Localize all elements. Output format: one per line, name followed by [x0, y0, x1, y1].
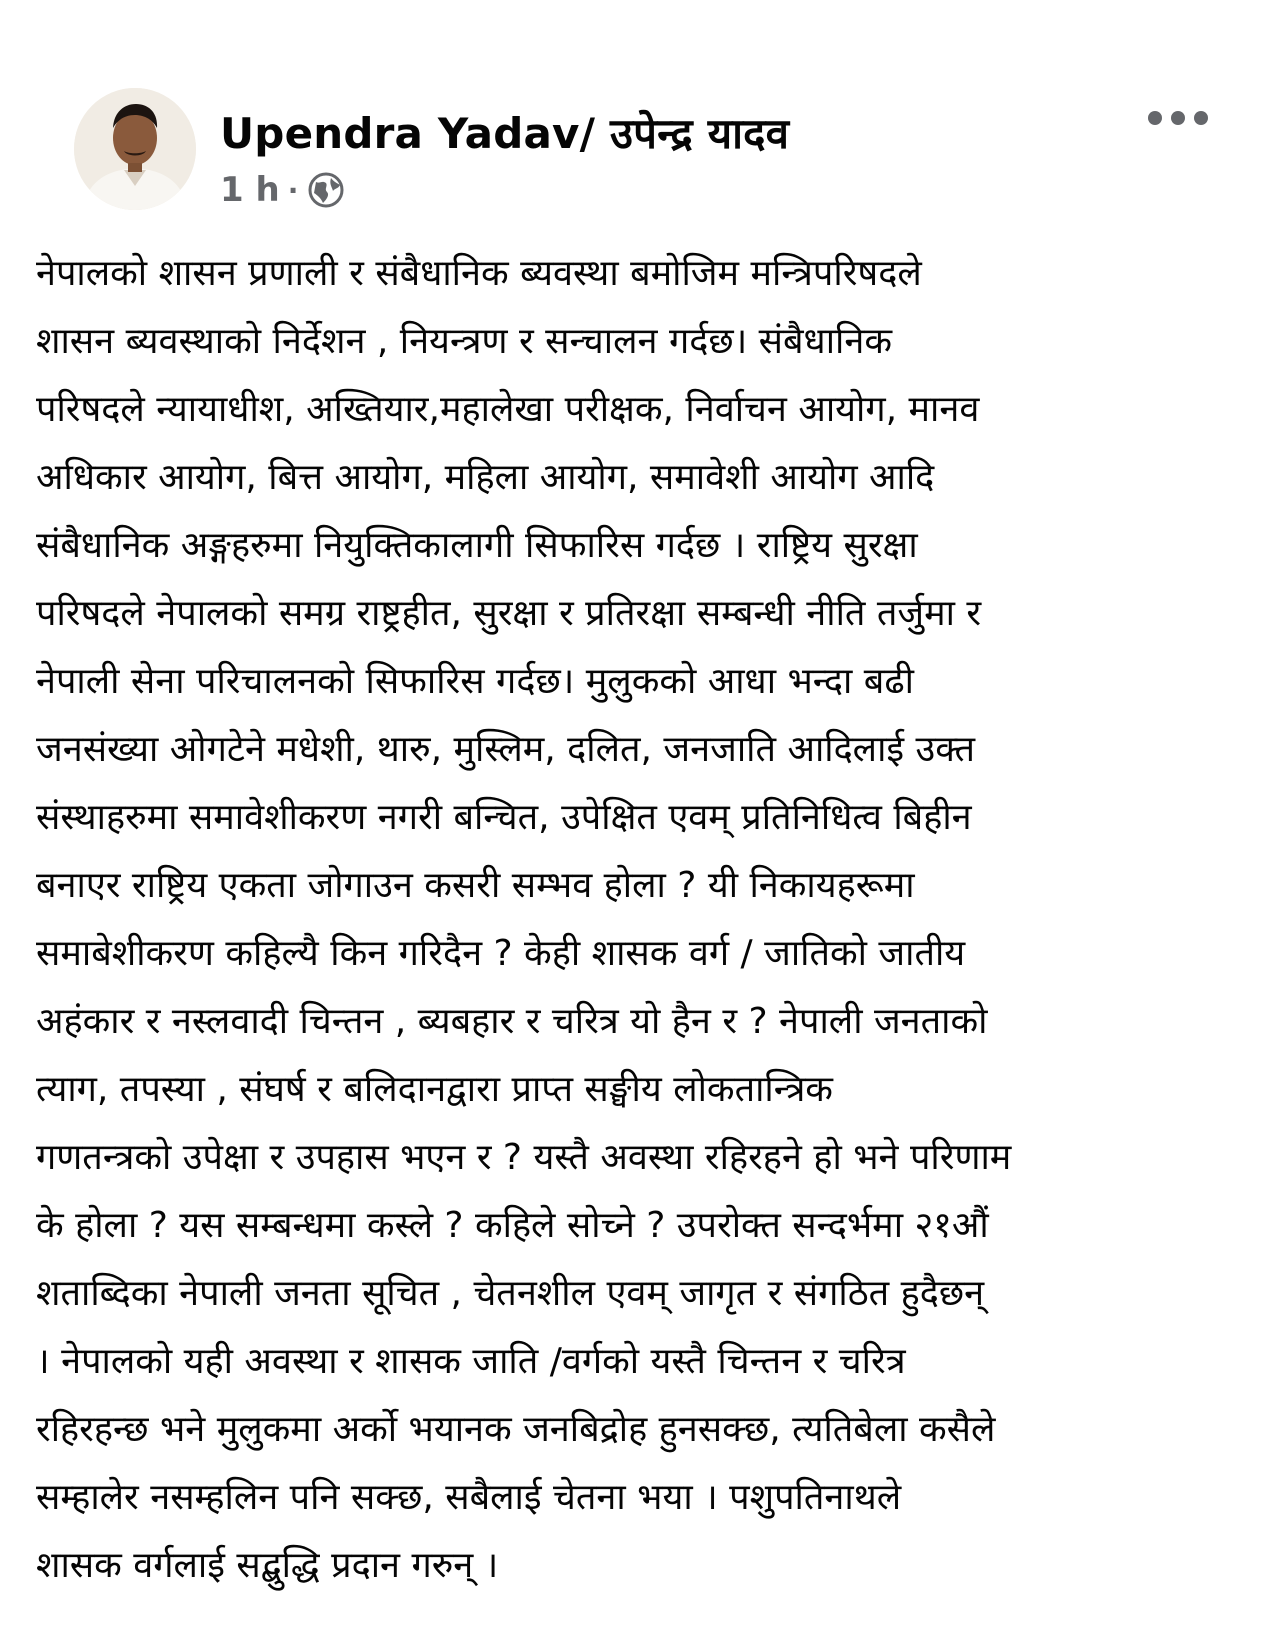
- post-body-line: समाबेशीकरण कहिल्यै किन गरिदैन ? केही शासक वर्ग / जातिको जातीय: [36, 933, 966, 974]
- post-body-line: गणतन्त्रको उपेक्षा र उपहास भएन र ? यस्तै अवस्था रहिरहने हो भने परिणाम: [36, 1137, 1012, 1178]
- post-body-line: त्याग, तपस्या , संघर्ष र बलिदानद्वारा प्राप्त सङ्घीय लोकतान्त्रिक: [36, 1069, 833, 1110]
- more-horizontal-icon: [1194, 111, 1208, 125]
- globe-icon[interactable]: [306, 170, 346, 210]
- post-body-line: शताब्दिका नेपाली जनता सूचित , चेतनशील एवम् जागृत र संगठित हुदैछन्: [36, 1273, 985, 1314]
- post-body-line: नेपाली सेना परिचालनको सिफारिस गर्दछ। मुलुकको आधा भन्दा बढी: [36, 661, 914, 702]
- meta-separator: ·: [287, 173, 299, 207]
- more-options-button[interactable]: [1148, 100, 1208, 136]
- post-meta: [220, 170, 346, 210]
- post-body-line: शासन ब्यवस्थाको निर्देशन , नियन्त्रण र सन्चालन गर्दछ। संबैधानिक: [36, 321, 892, 362]
- post-body-line: जनसंख्या ओगटेने मधेशी, थारु, मुस्लिम, दलित, जनजाति आदिलाई उक्त: [36, 729, 976, 770]
- post-body-line: के होला ? यस सम्बन्धमा कस्ले ? कहिले सोच्ने ? उपरोक्त सन्दर्भमा २१औं: [36, 1205, 989, 1246]
- post-body: [36, 240, 1251, 1600]
- post-body-line: अहंकार र नस्लवादी चिन्तन , ब्यबहार र चरित्र यो हैन र ? नेपाली जनताको: [36, 1001, 988, 1042]
- post-header: [38, 0, 1246, 230]
- more-horizontal-icon: [1148, 111, 1162, 125]
- post-body-line: अधिकार आयोग, बित्त आयोग, महिला आयोग, समावेशी आयोग आदि: [36, 457, 935, 498]
- author-name[interactable]: Upendra Yadav/ उपेन्द्र यादव: [220, 109, 790, 158]
- author-avatar[interactable]: [74, 88, 196, 210]
- post-body-line: नेपालको शासन प्रणाली र संबैधानिक ब्यवस्था बमोजिम मन्त्रिपरिषदले: [36, 253, 922, 294]
- post-body-line: संबैधानिक अङ्गहरुमा नियुक्तिकालागी सिफारिस गर्दछ । राष्ट्रिय सुरक्षा: [36, 525, 918, 566]
- post-body-line: । नेपालको यही अवस्था र शासक जाति /वर्गको यस्तै चिन्तन र चरित्र: [36, 1341, 906, 1382]
- profile-photo: [74, 88, 196, 210]
- more-horizontal-icon: [1171, 111, 1185, 125]
- post-body-line: परिषदले नेपालको समग्र राष्ट्रहीत, सुरक्षा र प्रतिरक्षा सम्बन्धी नीति तर्जुमा र: [36, 593, 982, 634]
- post-body-line: रहिरहन्छ भने मुलुकमा अर्को भयानक जनबिद्रोह हुनसक्छ, त्यतिबेला कसैले: [36, 1409, 996, 1450]
- post-body-line: बनाएर राष्ट्रिय एकता जोगाउन कसरी सम्भव होला ? यी निकायहरूमा: [36, 865, 915, 906]
- post-body-line: परिषदले न्यायाधीश, अख्तियार,महालेखा परीक्षक, निर्वाचन आयोग, मानव: [36, 389, 980, 430]
- post-body-line: संस्थाहरुमा समावेशीकरण नगरी बन्चित, उपेक्षित एवम् प्रतिनिधित्व बिहीन: [36, 797, 972, 838]
- post-body-line: सम्हालेर नसम्हलिन पनि सक्छ, सबैलाई चेतना भया । पशुपतिनाथले: [36, 1477, 902, 1518]
- post-timestamp[interactable]: 1 h: [220, 170, 280, 210]
- post-body-line: शासक वर्गलाई सद्बुद्धि प्रदान गरुन् ।: [36, 1545, 499, 1586]
